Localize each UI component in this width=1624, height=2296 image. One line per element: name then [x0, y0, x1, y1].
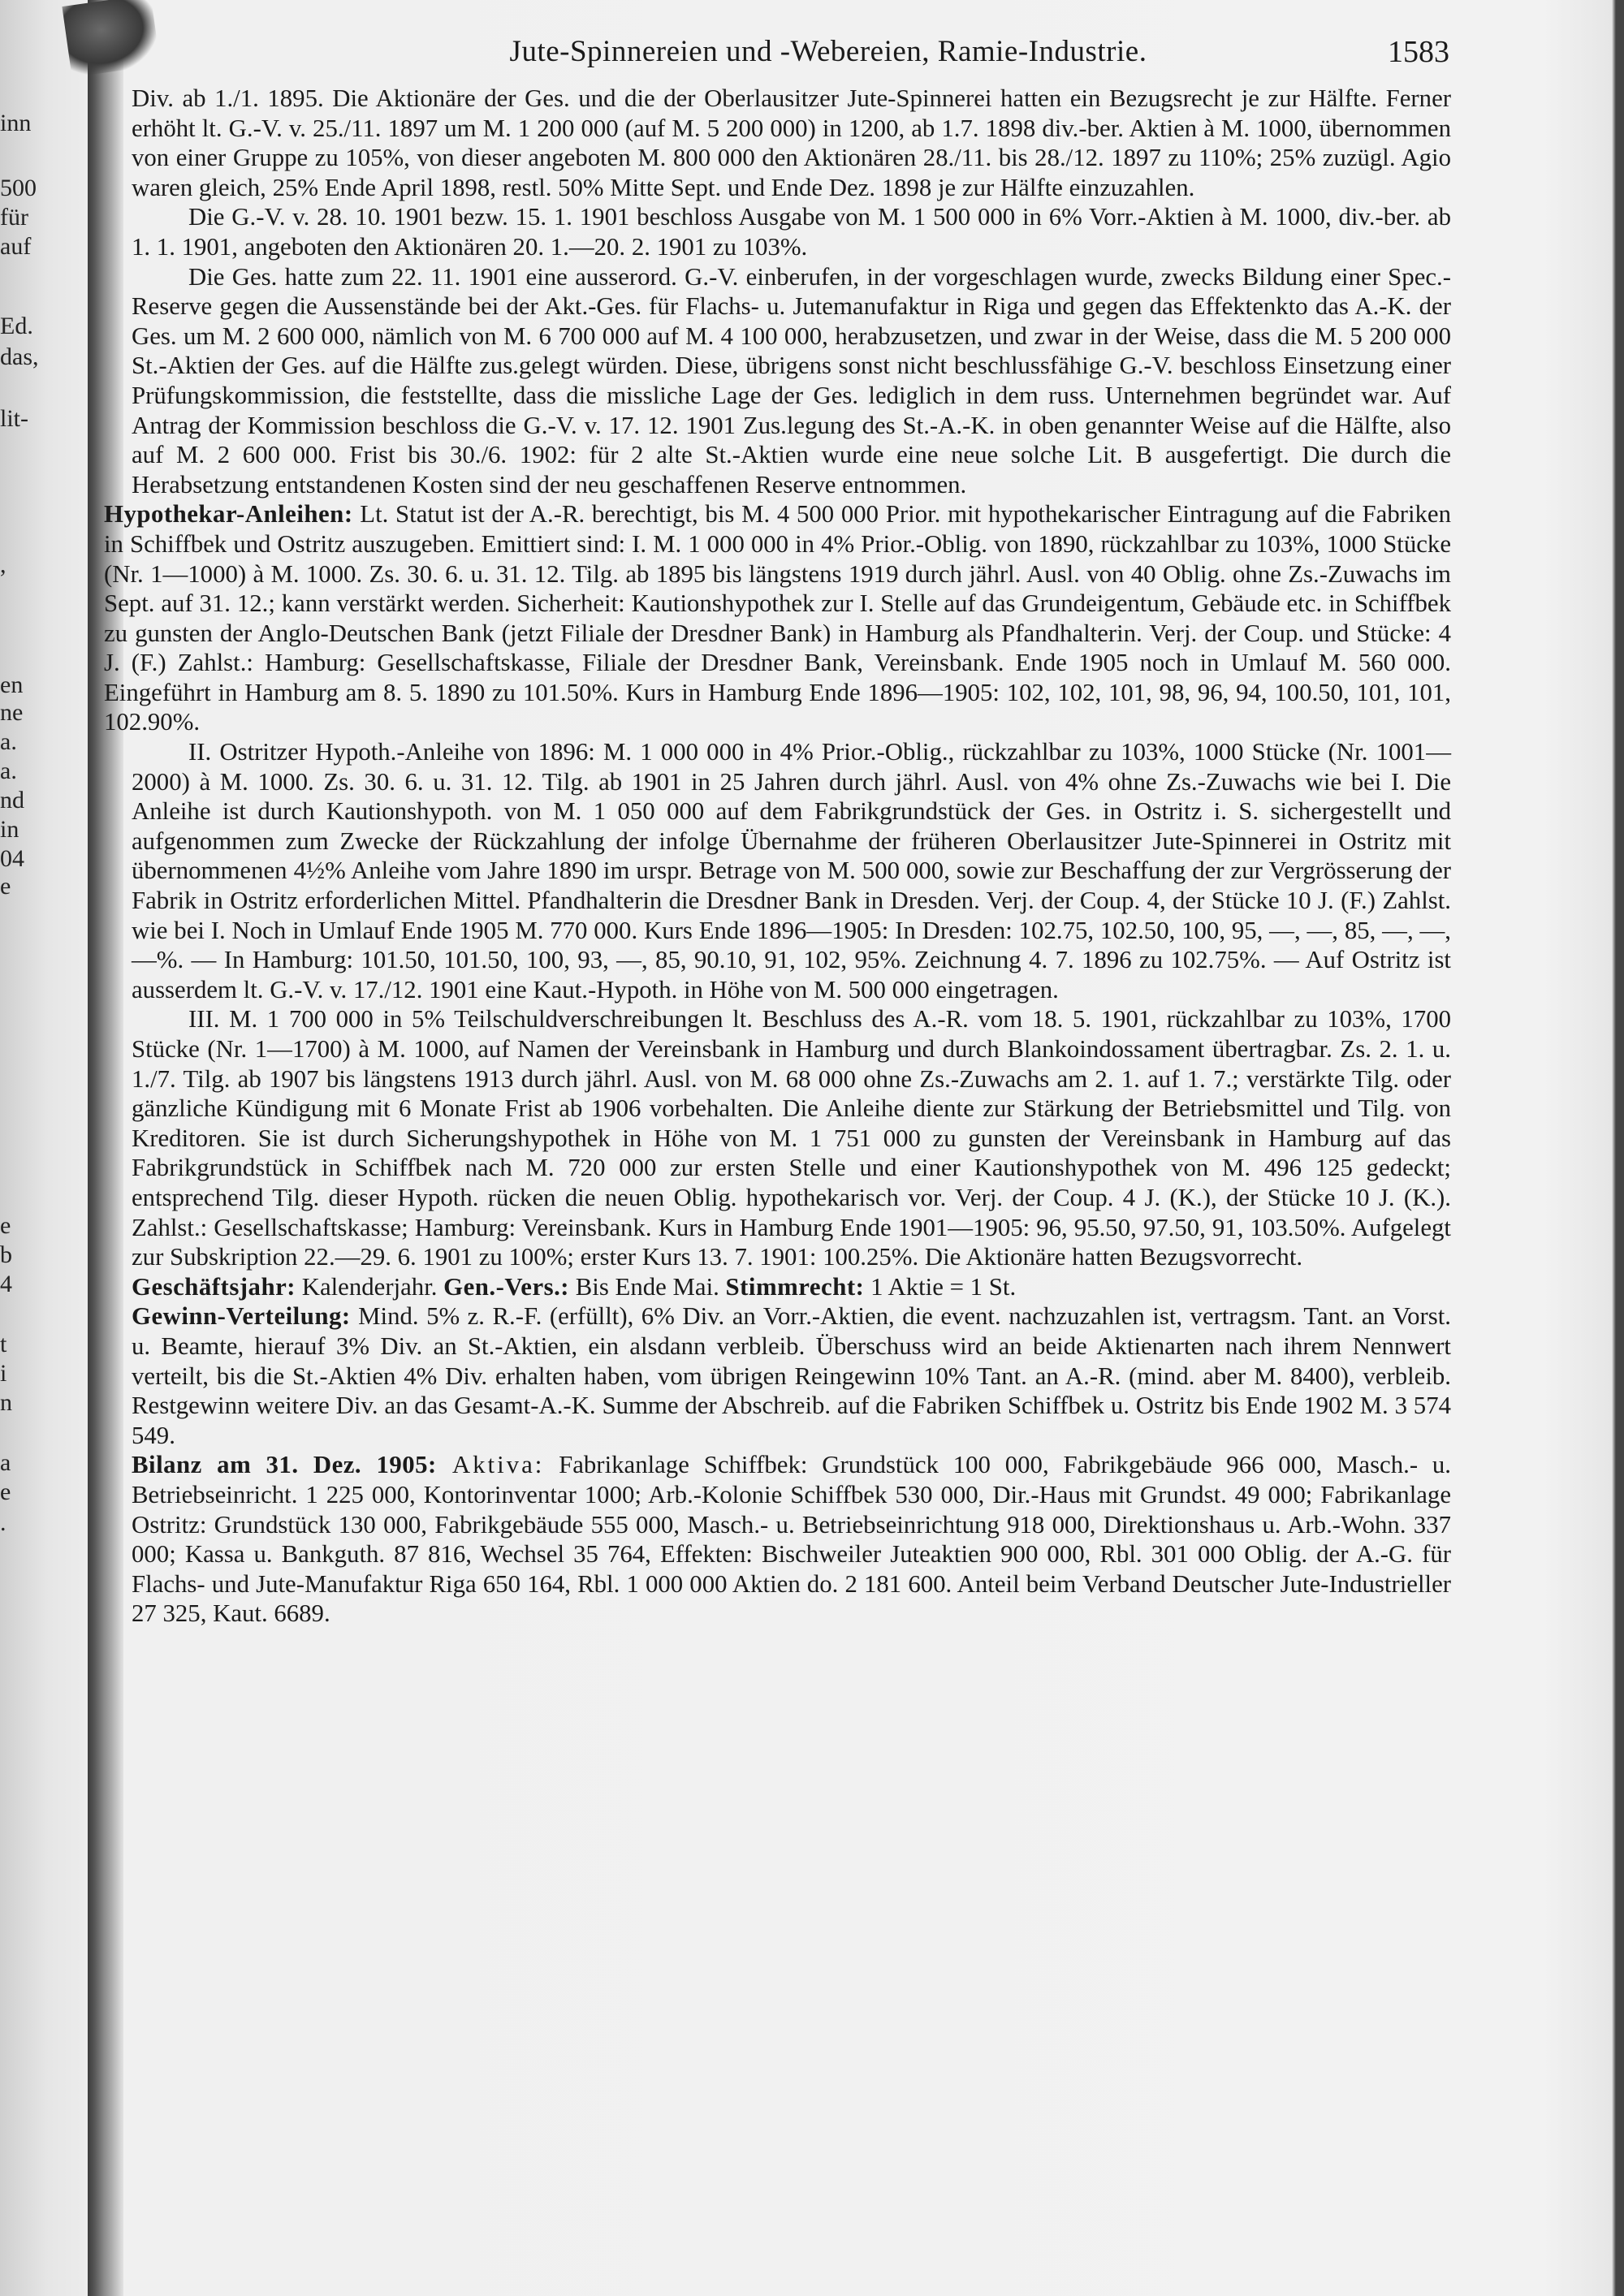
adjacent-fragment: das, — [0, 343, 39, 370]
adjacent-fragment: a. — [0, 757, 17, 784]
adjacent-fragment: n — [0, 1389, 12, 1416]
paragraph-fiscal-info — [132, 1272, 1451, 1302]
adjacent-fragment: Ed. — [0, 313, 33, 339]
adjacent-fragment: en — [0, 671, 24, 698]
adjacent-fragment: , — [0, 551, 6, 578]
adjacent-fragment: b — [0, 1241, 12, 1268]
paragraph-mortgage-loans — [104, 499, 1451, 737]
adjacent-fragment: ne — [0, 699, 24, 726]
adjacent-fragment: auf — [0, 233, 32, 260]
general-meeting-text: Bis Ende Mai. — [569, 1272, 726, 1301]
adjacent-fragment: a — [0, 1449, 11, 1476]
balance-sheet-text: Fabrikanlage Schiffbek: Grundstück 100 000, Fabrikgebäude 966 000, Masch.- u. Betriebseinricht. 1 225 000, Kontorinventar 1000; Arb.-Kolonie Schiffbek 530 000, Dir.-Haus mit Grundst. 49 000; Fabrikanlage Ostritz: Grundstück 130 000, Fabrikgebäude 555 000, Masch.- u. Betriebseinrichtung 918 000, Direktionshaus u. Arb.-Wohn. 337 000; Kassa u. Bankguth. 87 816, Wechsel 35 764, Effekten: Bischweiler Juteaktien 900 000, Rbl. 301 000 Oblig. der A.-G. für Flachs- und Jute-Manufaktur Riga 650 164, Rbl. 1 000 000 Aktien do. 2 181 600. Anteil beim Verband Deutscher Jute-Industrieller 27 325, Kaut. 6689. — [132, 1451, 1451, 1628]
binding-tab — [62, 0, 160, 77]
adjacent-fragment: in — [0, 816, 19, 843]
adjacent-fragment: e — [0, 1478, 11, 1505]
paragraph-capital-reduction: Die Ges. hatte zum 22. 11. 1901 eine ausserord. G.-V. einberufen, in der vorgeschlagen wurde, zwecks Bildung einer Spec.-Reserve gegen die Aussenstände bei der Akt.-Ges. für Flachs- u. Jutemanufaktur in Riga und gegen das Effektenkto das A.-K. der Ges. um M. 2 600 000, nämlich von M. 6 700 000 auf M. 4 100 000, herabzusetzen, und zwar in der Weise, dass die M. 5 200 000 St.-Aktien der Ges. auf die Hälfte zus.gelegt würden. Diese, übrigens sonst nicht beschlussfähige G.-V. beschloss Einsetzung einer Prüfungskommission, die feststellte, dass die missliche Lage der Ges. lediglich in dem russ. Unternehmen begründet war. Auf Antrag der Kommission beschloss die G.-V. v. 17. 12. 1901 Zus.legung des St.-A.-K. in oben genannter Weise auf die Hälfte, also auf M. 2 600 000. Frist bis 30./6. 1902: für 2 alte St.-Aktien wurde eine neue solche Lit. B ausgefertigt. Die durch die Herabsetzung entstandenen Kosten sind der neu geschaffenen Reserve entnommen. — [132, 262, 1451, 498]
label-fiscal-year: Geschäftsjahr: — [132, 1272, 296, 1301]
adjacent-fragment: lit- — [0, 405, 28, 432]
voting-right-text: 1 Aktie = 1 St. — [864, 1272, 1017, 1301]
mortgage-loans-text: Lt. Statut ist der A.-R. berechtigt, bis M. 4 500 000 Prior. mit hypothekarischer Eintragung auf die Fabriken in Schiffbek und Ostritz auszugeben. Emittiert sind: I. M. 1 000 000 in 4% Prior.-Oblig. von 1890, rückzahlbar zu 103%, 1000 Stücke (Nr. 1—1000) à M. 1000. Zs. 30. 6. u. 31. 12. Tilg. ab 1895 bis längstens 1919 durch jährl. Ausl. von 40 Oblig. ohne Zs.-Zuwachs im Sept. auf 31. 12.; kann verstärkt werden. Sicherheit: Kautionshypothek zur I. Stelle auf das Grundeigentum, Gebäude etc. in Schiffbek zu gunsten der Anglo-Deutschen Bank (jetzt Filiale der Dresdner Bank) in Hamburg als Pfandhalterin. Verj. der Coup. und Stücke: 4 J. (F.) Zahlst.: Hamburg: Gesellschaftskasse, Filiale der Dresdner Bank, Vereinsbank. Ende 1905 noch in Umlauf M. 560 000. Eingeführt in Hamburg am 8. 5. 1890 zu 101.50%. Kurs in Hamburg Ende 1896—1905: 102, 102, 101, 98, 96, 94, 100.50, 101, 101, 102.90%. — [104, 500, 1451, 736]
paragraph-loan-iii: III. M. 1 700 000 in 5% Teilschuldverschreibungen lt. Beschluss des A.-R. vom 18. 5. 1901, rückzahlbar zu 103%, 1700 Stücke (Nr. 1—1700) à M. 1000, auf Namen der Vereinsbank in Hamburg und durch Blankoindossament übertragbar. Zs. 2. 1. u. 1./7. Tilg. ab 1907 bis längstens 1913 durch jährl. Ausl. von M. 68 000 ohne Zs.-Zuwachs am 2. 1. auf 1. 7.; verstärkte Tilg. oder gänzliche Kündigung mit 6 Monate Frist ab 1906 vorbehalten. Die Anleihe diente zur Stärkung der Betriebsmittel und Tilg. von Kreditoren. Sie ist durch Sicherungshypothek in Höhe von M. 1 751 000 zu gunsten der Vereinsbank in Hamburg auf das Fabrikgrundstück in Schiffbek nach M. 720 000 zur ersten Stelle und einer Kautionshypothek von M. 496 125 gedeckt; entsprechend Tilg. dieser Hypoth. rücken die neuen Oblig. hypothekarisch vor. Verj. der Coup. 4 J. (K.), der Stücke 10 J. (K.). Zahlst.: Gesellschaftskasse; Hamburg: Vereinsbank. Kurs in Hamburg Ende 1901—1905: 96, 95.50, 97.50, 91, 103.50%. Aufgelegt zur Subskription 22.—29. 6. 1901 zu 100%; erster Kurs 13. 7. 1901: 100.25%. Die Aktionäre hatten Bezugsvorrecht. — [132, 1005, 1451, 1271]
adjacent-fragment: a. — [0, 728, 17, 755]
label-general-meeting: Gen.-Vers.: — [443, 1272, 570, 1301]
label-profit-distribution: Gewinn-Verteilung: — [132, 1302, 351, 1331]
adjacent-fragment: für — [0, 204, 28, 231]
adjacent-fragment: i — [0, 1360, 7, 1387]
page-header — [195, 34, 1449, 75]
adjacent-fragment: 4 — [0, 1271, 12, 1297]
binding-gutter — [88, 0, 123, 2296]
paragraph-profit-distribution — [132, 1301, 1451, 1450]
page-body — [104, 84, 1451, 2276]
profit-distribution-text: Mind. 5% z. R.-F. (erfüllt), 6% Div. an Vorr.-Aktien, die event. nachzuzahlen ist, vertragsm. Tant. an Vorst. u. Beamte, hierauf 3% Div. an St.-Aktien, ein alsdann verbleib. Überschuss wird an beide Aktienarten nach ihrem Nennwert verteilt, bis die St.-Aktien 4% Div. erhalten haben, vom übrigen Reingewinn 10% Tant. an A.-R. (mind. aber M. 8400), verbleib. Restgewinn weitere Div. an das Gesamt-A.-K. Summe der Abschreib. auf die Fabriken Schiffbek u. Ostritz bis Ende 1902 M. 3 574 549. — [132, 1302, 1451, 1449]
label-assets: Aktiva: — [436, 1451, 545, 1479]
adjacent-fragment: . — [0, 1509, 6, 1536]
paragraph-capital-history: Div. ab 1./1. 1895. Die Aktionäre der Ges. und die der Oberlausitzer Jute-Spinnerei hatten ein Bezugsrecht je zur Hälfte. Ferner erhöht lt. G.-V. v. 25./11. 1897 um M. 1 200 000 (auf M. 5 200 000) in 1200, ab 1.7. 1898 div.-ber. Aktien à M. 1000, übernommen von einer Gruppe zu 105%, von dieser angeboten M. 800 000 den Aktionären 28./11. bis 28./12. 1897 zu 110%; 25% zuzügl. Agio waren gleich, 25% Ende April 1898, restl. 50% Mitte Sept. und Ende Dez. 1898 je zur Hälfte einzuzahlen. — [132, 84, 1451, 201]
adjacent-fragment: 500 — [0, 175, 37, 201]
paragraph-balance-sheet — [132, 1450, 1451, 1629]
adjacent-fragment: inn — [0, 110, 32, 136]
label-voting-right: Stimmrecht: — [725, 1272, 865, 1301]
adjacent-page-sliver — [0, 0, 89, 2296]
page-number: 1583 — [1388, 35, 1449, 69]
running-head: Jute-Spinnereien und -Webereien, Ramie-Industrie. — [509, 35, 1147, 68]
adjacent-fragment: t — [0, 1331, 7, 1357]
paragraph-preferred-shares: Die G.-V. v. 28. 10. 1901 bezw. 15. 1. 1901 beschloss Ausgabe von M. 1 500 000 in 6% Vorr.-Aktien à M. 1000, div.-ber. ab 1. 1. 1901, angeboten den Aktionären 20. 1.—20. 2. 1901 zu 103%. — [132, 203, 1451, 261]
adjacent-fragment: nd — [0, 787, 24, 814]
adjacent-fragment: e — [0, 1212, 11, 1239]
label-balance-sheet: Bilanz am 31. Dez. 1905: — [132, 1451, 437, 1479]
adjacent-fragment: 04 — [0, 845, 24, 872]
label-mortgage-loans: Hypothekar-Anleihen: — [104, 500, 353, 529]
fiscal-year-text: Kalenderjahr. — [296, 1272, 444, 1301]
paragraph-loan-ii: II. Ostritzer Hypoth.-Anleihe von 1896: M. 1 000 000 in 4% Prior.-Oblig., rückzahlbar zu 103%, 1000 Stücke (Nr. 1001—2000) à M. 1000. Zs. 30. 6. u. 31. 12. Tilg. ab 1901 in 25 Jahren durch jährl. Ausl. von 4% ohne Zs.-Zuwachs wie bei I. Die Anleihe ist durch Kautionshypoth. von M. 1 050 000 auf dem Fabrikgrundstück der Ges. in Ostritz i. S. sichergestellt und aufgenommen zum Zwecke der Rückzahlung der infolge Übernahme der früheren Oberlausitzer Jute-Spinnerei in Ostritz mit übernommenen 4½% Anleihe vom Jahre 1890 im urspr. Betrage von M. 500 000, sowie zur Beschaffung der zur Vergrösserung der Fabrik in Ostritz erforderlichen Mittel. Pfandhalterin die Dresdner Bank in Dresden. Verj. der Coup. 4, der Stücke 10 J. (F.) Zahlst. wie bei I. Noch in Umlauf Ende 1905 M. 770 000. Kurs Ende 1896—1905: In Dresden: 102.75, 102.50, 100, 95, —, —, 85, —, —, —%. — In Hamburg: 101.50, 101.50, 100, 93, —, 85, 90.10, 91, 102, 95%. Zeichnung 4. 7. 1896 zu 102.75%. — Auf Ostritz ist ausserdem lt. G.-V. v. 17./12. 1901 eine Kaut.-Hypoth. in Höhe von M. 500 000 eingetragen. — [132, 738, 1451, 1003]
adjacent-fragment: e — [0, 873, 11, 900]
